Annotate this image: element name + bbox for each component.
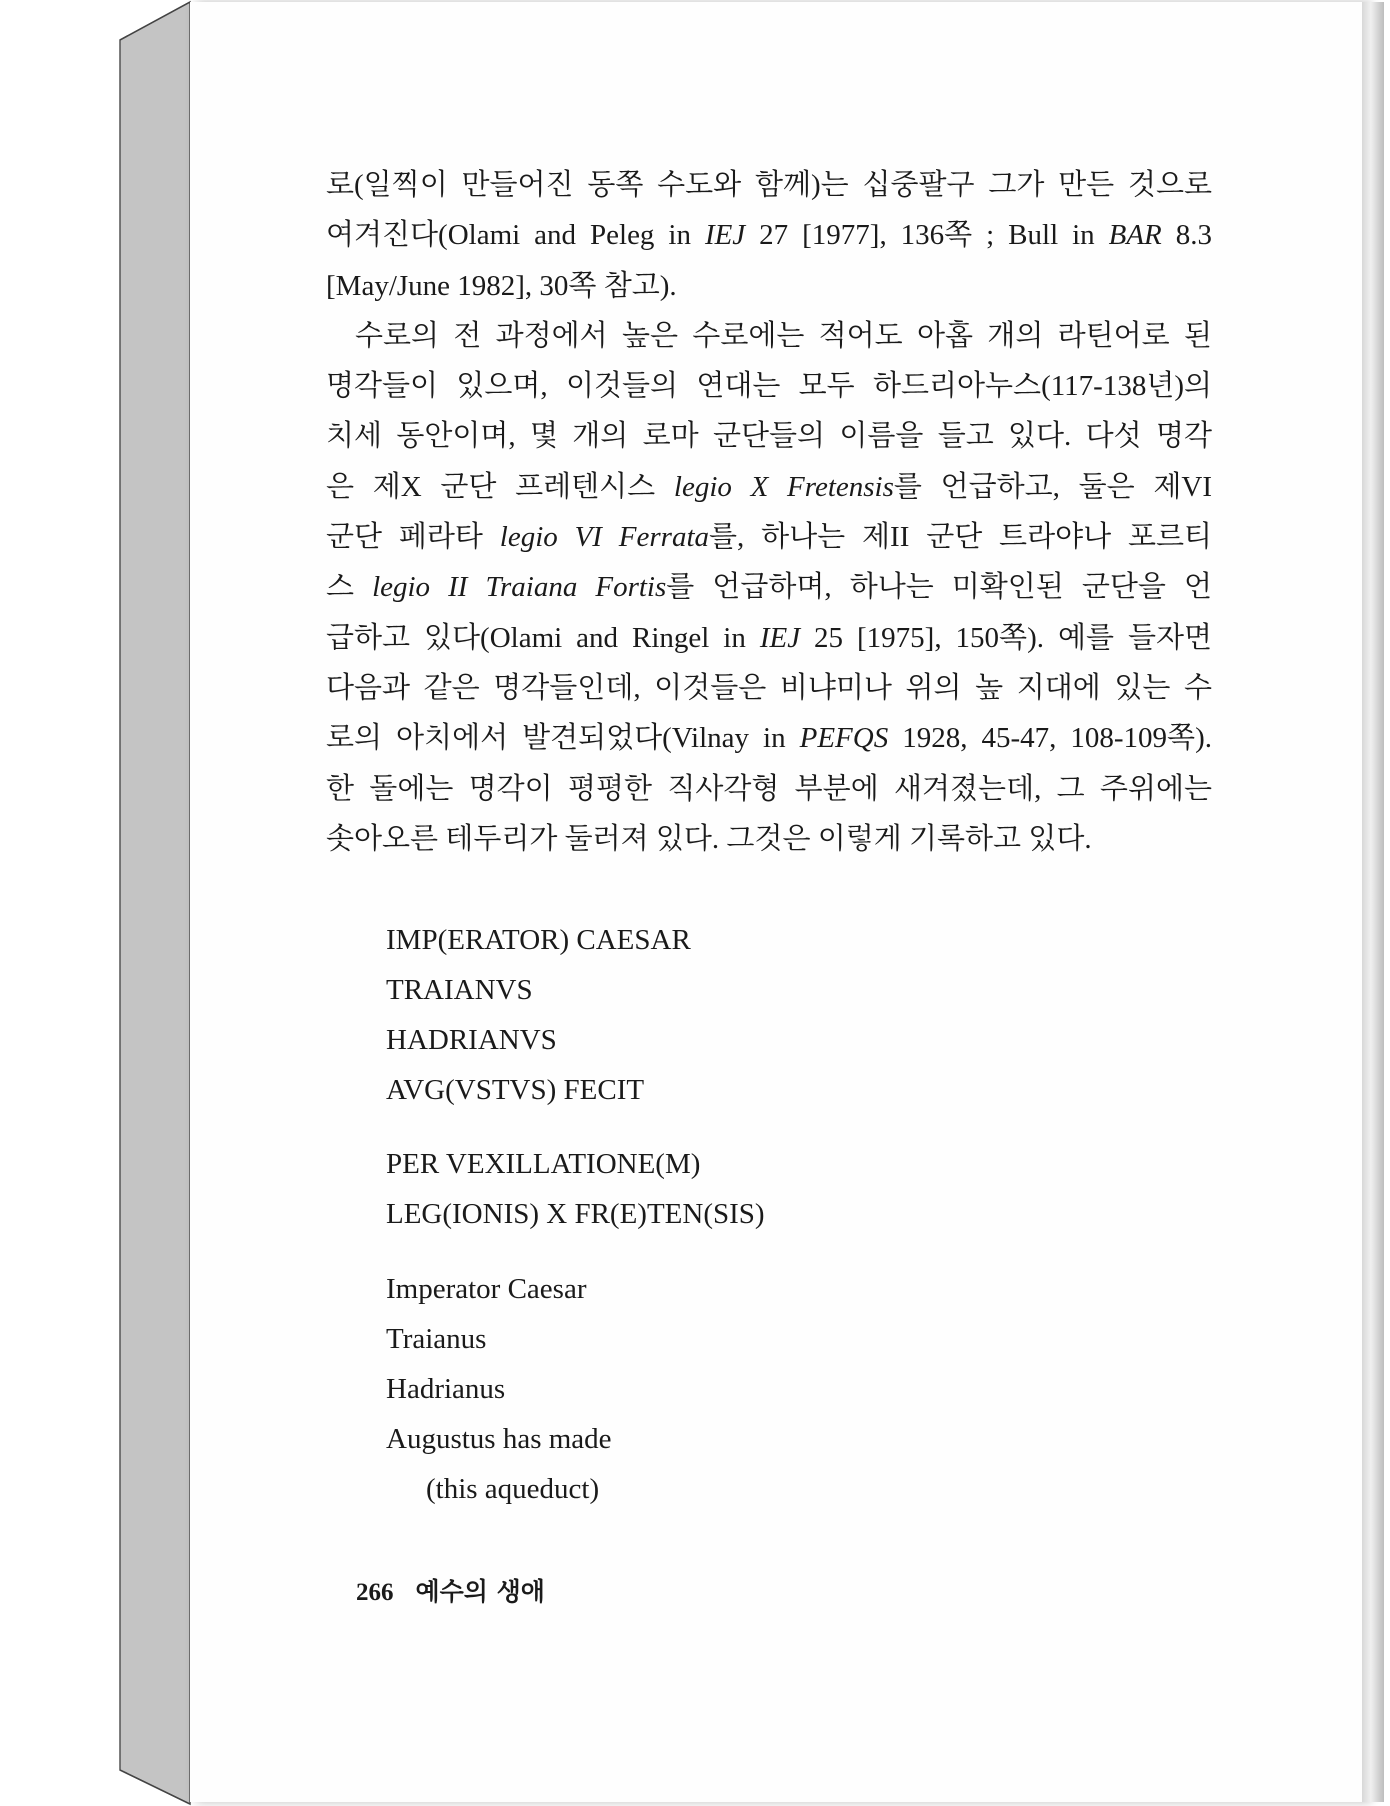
inscription-line: AVG(VSTVS) FECIT xyxy=(386,1074,645,1106)
text-line: 수로의 전 과정에서 높은 수로에는 적어도 아홉 개의 라틴어로 된 xyxy=(355,319,1212,352)
text-line: [May/June 1982], 30쪽 참고). xyxy=(326,269,677,302)
inscription-line: Hadrianus xyxy=(386,1373,506,1405)
page-edge xyxy=(1362,2,1384,1802)
inscription-latin-2 xyxy=(386,1139,765,1239)
text-line: 은 제X 군단 프레텐시스 legio X Fretensis를 언급하고, 둘은 제VI xyxy=(326,470,1212,503)
text-line: 스 legio II Traiana Fortis를 언급하며, 하나는 미확인된 군단을 언 xyxy=(326,571,1212,604)
text-line: 급하고 있다(Olami and Ringel in IEJ 25 [1975], 150쪽). 예를 들자면 xyxy=(326,621,1212,654)
inscription-line: LEG(IONIS) X FR(E)TEN(SIS) xyxy=(386,1198,765,1230)
body-text xyxy=(326,160,1212,864)
inscription-line: Augustus has made xyxy=(386,1423,612,1455)
page-number: 266 xyxy=(356,1579,394,1606)
paragraph-1 xyxy=(326,160,1212,311)
text-line: 여겨진다(Olami and Peleg in IEJ 27 [1977], 136쪽 ; Bull in BAR 8.3 xyxy=(326,219,1212,252)
page-footer xyxy=(356,1572,545,1608)
inscription-line: Imperator Caesar xyxy=(386,1273,587,1305)
inscription-line: PER VEXILLATIONE(M) xyxy=(386,1148,701,1180)
inscription-line-sub: (this aqueduct) xyxy=(426,1473,600,1505)
text-line: 솟아오른 테두리가 둘러져 있다. 그것은 이렇게 기록하고 있다. xyxy=(326,822,1092,855)
inscription-line: HADRIANVS xyxy=(386,1024,557,1056)
text-line: 로의 아치에서 발견되었다(Vilnay in PEFQS 1928, 45-47, 108-109쪽). xyxy=(326,722,1212,755)
inscription-line: Traianus xyxy=(386,1323,487,1355)
text-line: 치세 동안이며, 몇 개의 로마 군단들의 이름을 들고 있다. 다섯 명각 xyxy=(326,420,1212,453)
paragraph-2 xyxy=(326,311,1212,864)
text-line: 군단 페라타 legio VI Ferrata를, 하나는 제II 군단 트라야나 포르티 xyxy=(326,521,1213,554)
inscription-line: IMP(ERATOR) CAESAR xyxy=(386,924,691,956)
text-line: 다음과 같은 명각들인데, 이것들은 비냐미나 위의 높 지대에 있는 수 xyxy=(326,671,1212,704)
running-title: 예수의 생애 xyxy=(415,1577,545,1606)
text-line: 한 돌에는 명각이 평평한 직사각형 부분에 새겨졌는데, 그 주위에는 xyxy=(326,772,1212,805)
inscription-line: TRAIANVS xyxy=(386,974,533,1006)
text-line: 로(일찍이 만들어진 동쪽 수도와 함께)는 십중팔구 그가 만든 것으로 xyxy=(326,169,1212,201)
inscription-latin-1 xyxy=(386,915,691,1115)
inscription-english xyxy=(386,1264,612,1514)
text-line: 명각들이 있으며, 이것들의 연대는 모두 하드리아누스(117-138년)의 xyxy=(326,370,1212,403)
